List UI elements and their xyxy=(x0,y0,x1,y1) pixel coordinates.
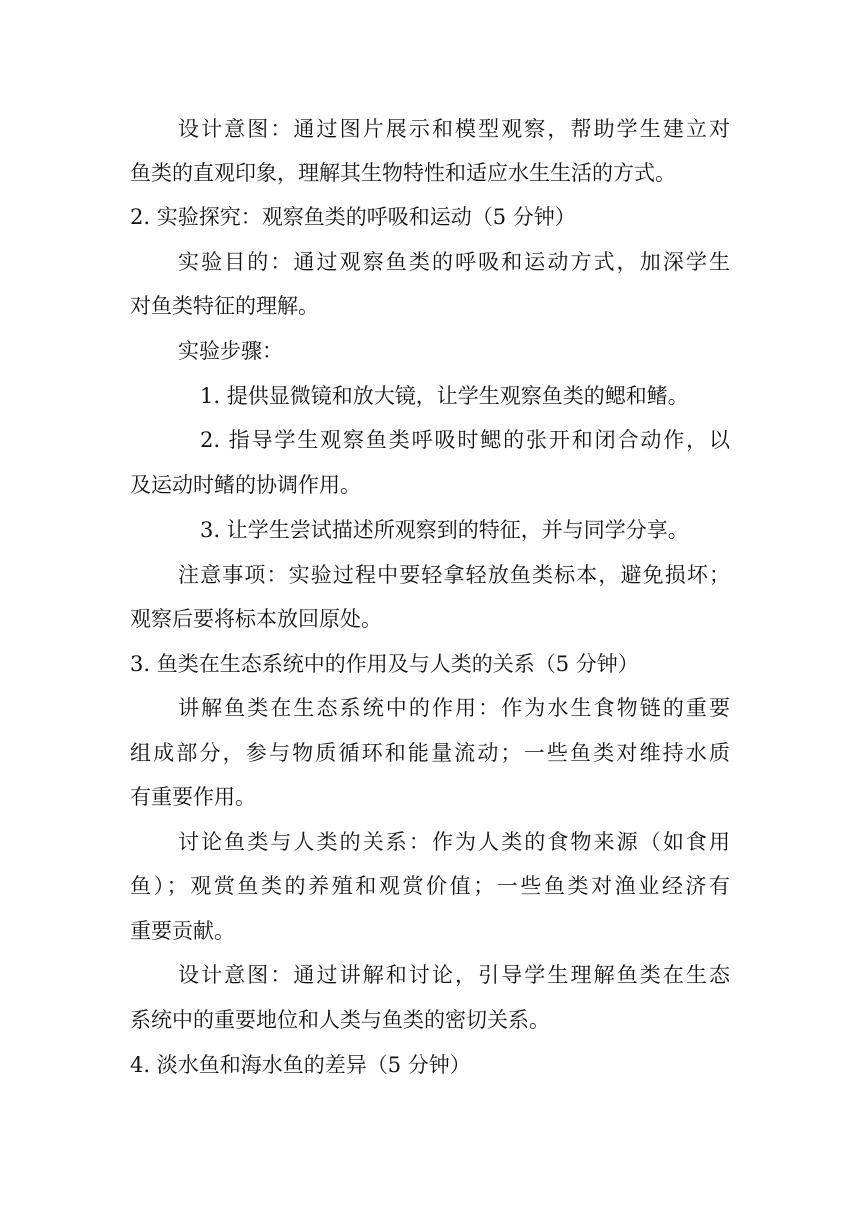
text-line: 讲解鱼类在生态系统中的作用：作为水生食物链的重要 xyxy=(178,696,730,720)
text-line: 及运动时鳍的协调作用。 xyxy=(130,473,361,497)
text-line: 设计意图：通过图片展示和模型观察，帮助学生建立对 xyxy=(178,117,730,141)
experiment-steps-label: 实验步骤： xyxy=(178,339,283,363)
text-line: 设计意图：通过讲解和讨论，引导学生理解鱼类在生态 xyxy=(178,963,730,987)
text-line: 鱼类的直观印象，理解其生物特性和适应水生生活的方式。 xyxy=(130,161,676,185)
step-item-1: 1. 提供显微镜和放大镜，让学生观察鱼类的鳃和鳍。 xyxy=(200,384,689,408)
text-line: 重要贡献。 xyxy=(130,919,235,943)
text-line: 组成部分，参与物质循环和能量流动；一些鱼类对维持水质 xyxy=(130,741,730,765)
text-line: 对鱼类特征的理解。 xyxy=(130,294,319,318)
text-line: 鱼）；观赏鱼类的养殖和观赏价值；一些鱼类对渔业经济有 xyxy=(130,874,730,898)
text-line: 有重要作用。 xyxy=(130,785,256,809)
section-heading-3: 3. 鱼类在生态系统中的作用及与人类的关系（5 分钟） xyxy=(130,652,639,676)
text-line: 讨论鱼类与人类的关系：作为人类的食物来源（如食用 xyxy=(178,830,730,854)
text-line: 系统中的重要地位和人类与鱼类的密切关系。 xyxy=(130,1008,550,1032)
text-line: 2. 指导学生观察鱼类呼吸时鳃的张开和闭合动作，以 xyxy=(200,428,730,452)
step-item-3: 3. 让学生尝试描述所观察到的特征，并与同学分享。 xyxy=(200,518,689,542)
text-line: 注意事项：实验过程中要轻拿轻放鱼类标本，避免损坏； xyxy=(178,563,730,587)
text-line: 实验目的：通过观察鱼类的呼吸和运动方式，加深学生 xyxy=(178,250,730,274)
section-heading-2: 2. 实验探究：观察鱼类的呼吸和运动（5 分钟） xyxy=(130,205,576,229)
section-heading-4: 4. 淡水鱼和海水鱼的差异（5 分钟） xyxy=(130,1053,471,1077)
text-line: 观察后要将标本放回原处。 xyxy=(130,607,382,631)
